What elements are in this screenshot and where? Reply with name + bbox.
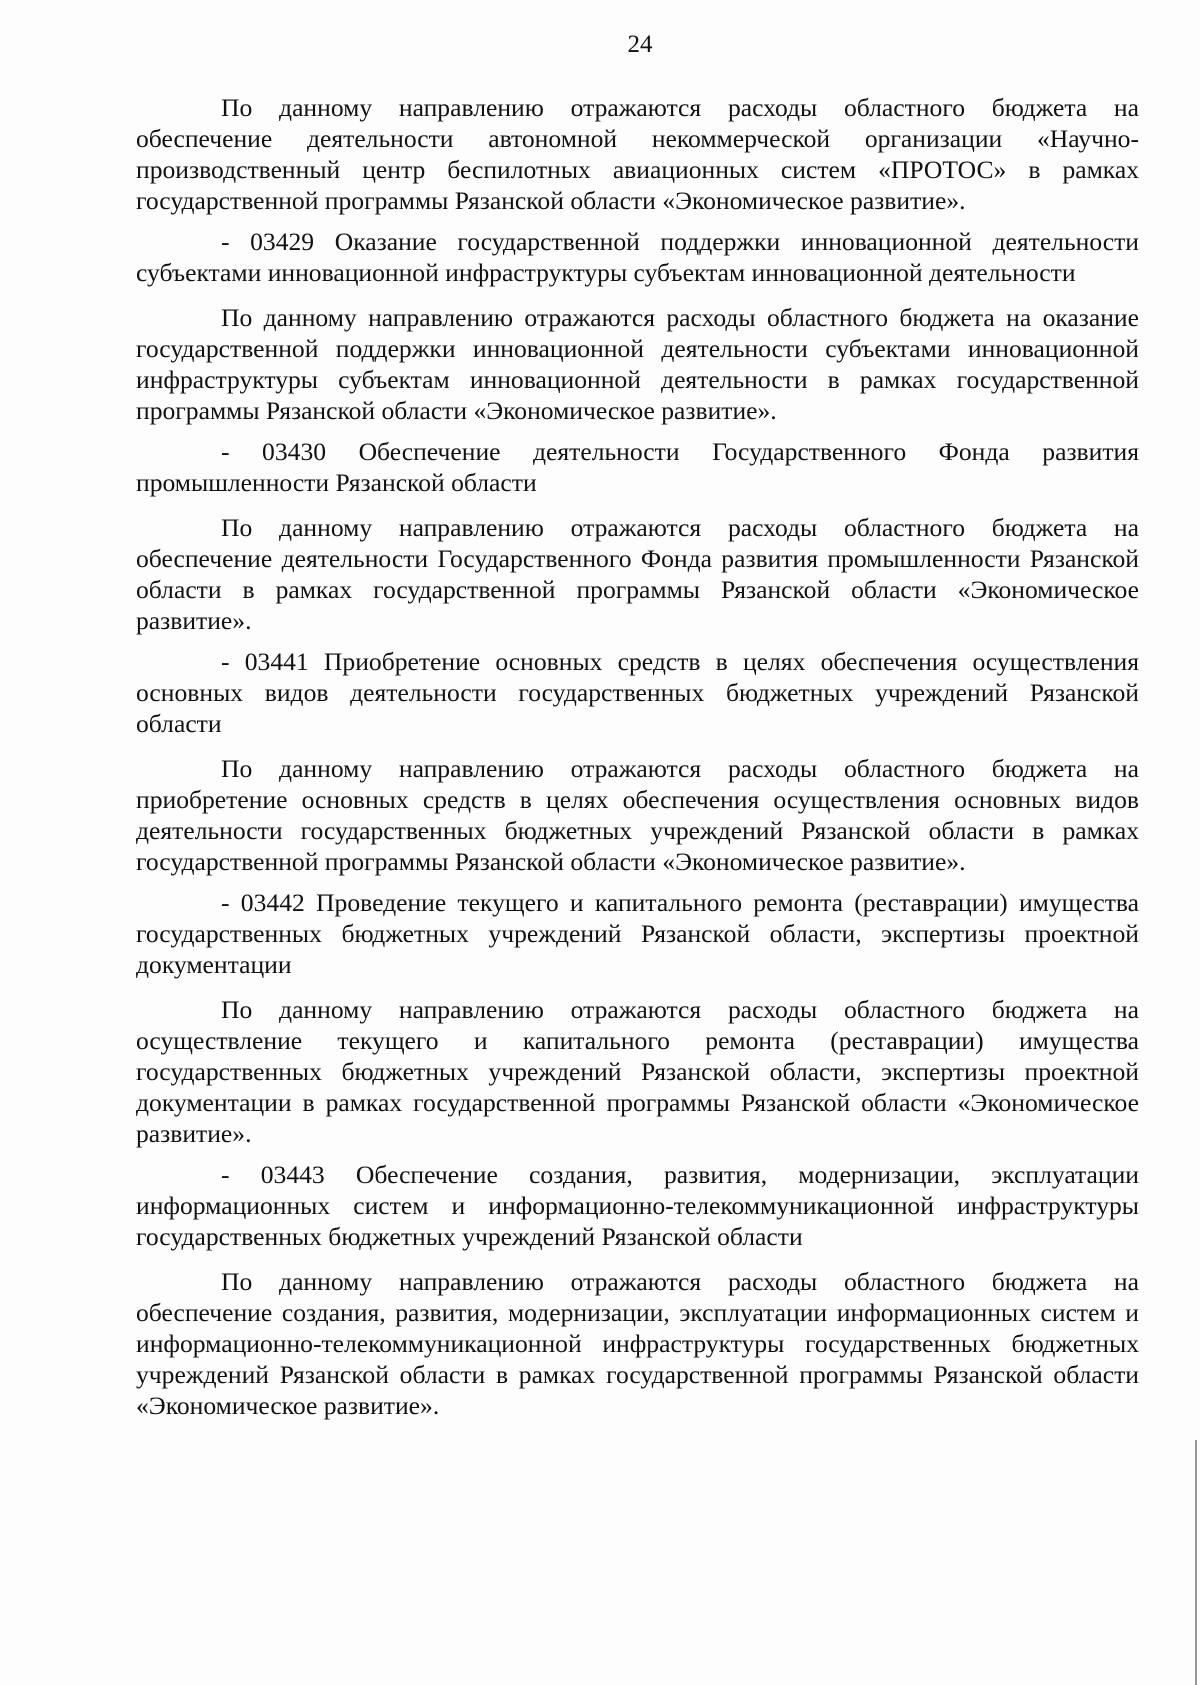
document-body: [136, 92, 1139, 1431]
scan-edge-artifact: [1195, 1440, 1197, 1685]
paragraph-description: По данному направлению отражаются расходы областного бюджета на осуществление текущего и капитального ремонта (реставрации) имущества государственных бюджетных учреждений Рязанской области, экспертизы проектной документации в рамках государственной программы Рязанской области «Экономическое развитие».: [136, 995, 1139, 1148]
paragraph-description: По данному направлению отражаются расходы областного бюджета на обеспечение деятельности Государственного Фонда развития промышленности Рязанской области в рамках государственной программы Рязанской области «Экономическое развитие».: [136, 513, 1139, 635]
paragraph-item-03429: - 03429 Оказание государственной поддержки инновационной деятельности субъектами инновационной инфраструктуры субъектам инновационной деятельности: [136, 227, 1139, 287]
paragraph-item-03442: - 03442 Проведение текущего и капитального ремонта (реставрации) имущества государственных бюджетных учреждений Рязанской области, экспертизы проектной документации: [136, 888, 1139, 979]
paragraph-description: По данному направлению отражаются расходы областного бюджета на обеспечение создания, развития, модернизации, эксплуатации информационных систем и информационно-телекоммуникационной инфраструктуры государственных бюджетных учреждений Рязанской области в рамках государственной программы Рязанской области «Экономическое развитие».: [136, 1267, 1139, 1420]
paragraph-item-03441: - 03441 Приобретение основных средств в целях обеспечения осуществления основных видов деятельности государственных бюджетных учреждений Рязанской области: [136, 647, 1139, 738]
paragraph-item-03430: - 03430 Обеспечение деятельности Государственного Фонда развития промышленности Рязанской области: [136, 437, 1139, 497]
paragraph-item-03443: - 03443 Обеспечение создания, развития, модернизации, эксплуатации информационных систем и информационно-телекоммуникационной инфраструктуры государственных бюджетных учреждений Рязанской области: [136, 1160, 1139, 1251]
paragraph-description: По данному направлению отражаются расходы областного бюджета на приобретение основных средств в целях обеспечения осуществления основных видов деятельности государственных бюджетных учреждений Рязанской области в рамках государственной программы Рязанской области «Экономическое развитие».: [136, 754, 1139, 876]
paragraph-description: По данному направлению отражаются расходы областного бюджета на оказание государственной поддержки инновационной деятельности субъектами инновационной инфраструктуры субъектам инновационной деятельности в рамках государственной программы Рязанской области «Экономическое развитие».: [136, 303, 1139, 425]
page-number: 24: [627, 31, 653, 58]
paragraph-description: По данному направлению отражаются расходы областного бюджета на обеспечение деятельности автономной некоммерческой организации «Научно-производственный центр беспилотных авиационных систем «ПРОТОС» в рамках государственной программы Рязанской области «Экономическое развитие».: [136, 93, 1139, 215]
